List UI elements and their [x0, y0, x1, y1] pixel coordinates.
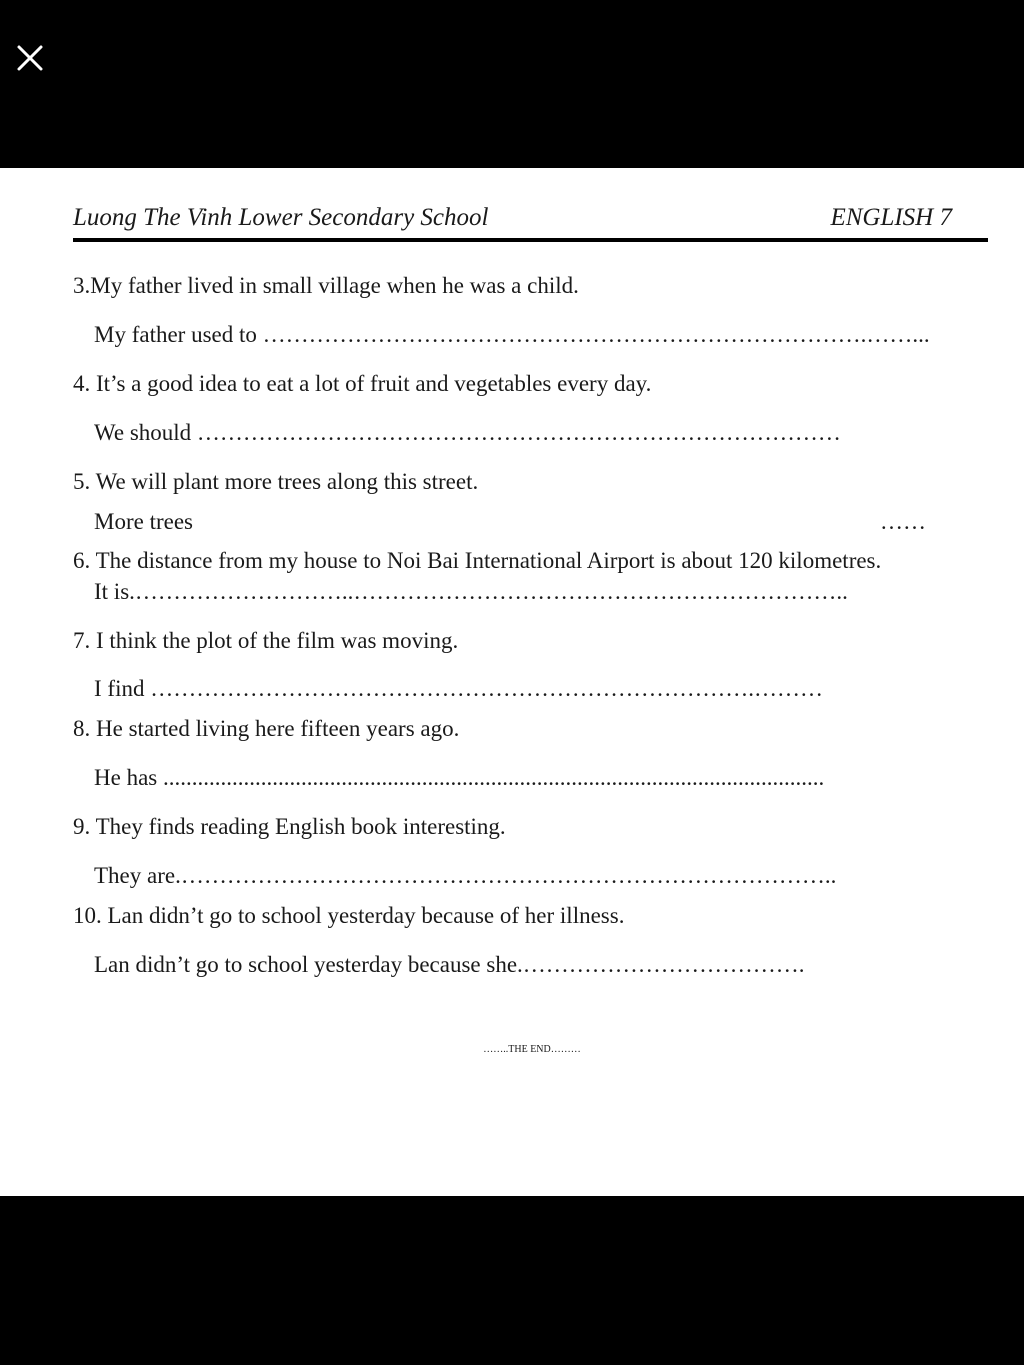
close-icon — [16, 44, 44, 72]
question-8: 8. He started living here fifteen years ago. — [73, 716, 460, 741]
question-5: 5. We will plant more trees along this street. — [73, 469, 479, 494]
answer-6: It is.………………………..……………………………………………………….. — [94, 579, 848, 604]
answer-5: More trees — [94, 509, 193, 534]
school-name: Luong The Vinh Lower Secondary School — [73, 204, 489, 231]
answer-4: We should ………………………………………………………………………… — [94, 420, 841, 445]
subject-title: ENGLISH 7 — [830, 204, 952, 231]
answer-7: I find …………………………………………………………………….……… — [94, 676, 823, 701]
question-4: 4. It’s a good idea to eat a lot of fruit and vegetables every day. — [73, 371, 652, 396]
worksheet-header — [73, 204, 988, 242]
answer-5-trail: …… — [880, 509, 926, 534]
end-marker: ……..THE END……… — [483, 1044, 581, 1055]
close-button[interactable] — [10, 38, 50, 78]
question-7: 7. I think the plot of the film was moving. — [73, 628, 459, 653]
answer-3: My father used to …………………………………………………………………….……... — [94, 322, 930, 347]
answer-8: He has ................................................................................................................... — [94, 765, 825, 790]
question-3: 3.My father lived in small village when he was a child. — [73, 273, 579, 298]
worksheet-page — [0, 168, 1024, 1196]
question-9: 9. They finds reading English book interesting. — [73, 814, 506, 839]
answer-10: Lan didn’t go to school yesterday because she.………………………………. — [94, 952, 805, 977]
question-10: 10. Lan didn’t go to school yesterday because of her illness. — [73, 903, 625, 928]
answer-9: They are.………………………………………………………………………….. — [94, 863, 837, 888]
question-6: 6. The distance from my house to Noi Bai International Airport is about 120 kilometres. — [73, 548, 882, 573]
